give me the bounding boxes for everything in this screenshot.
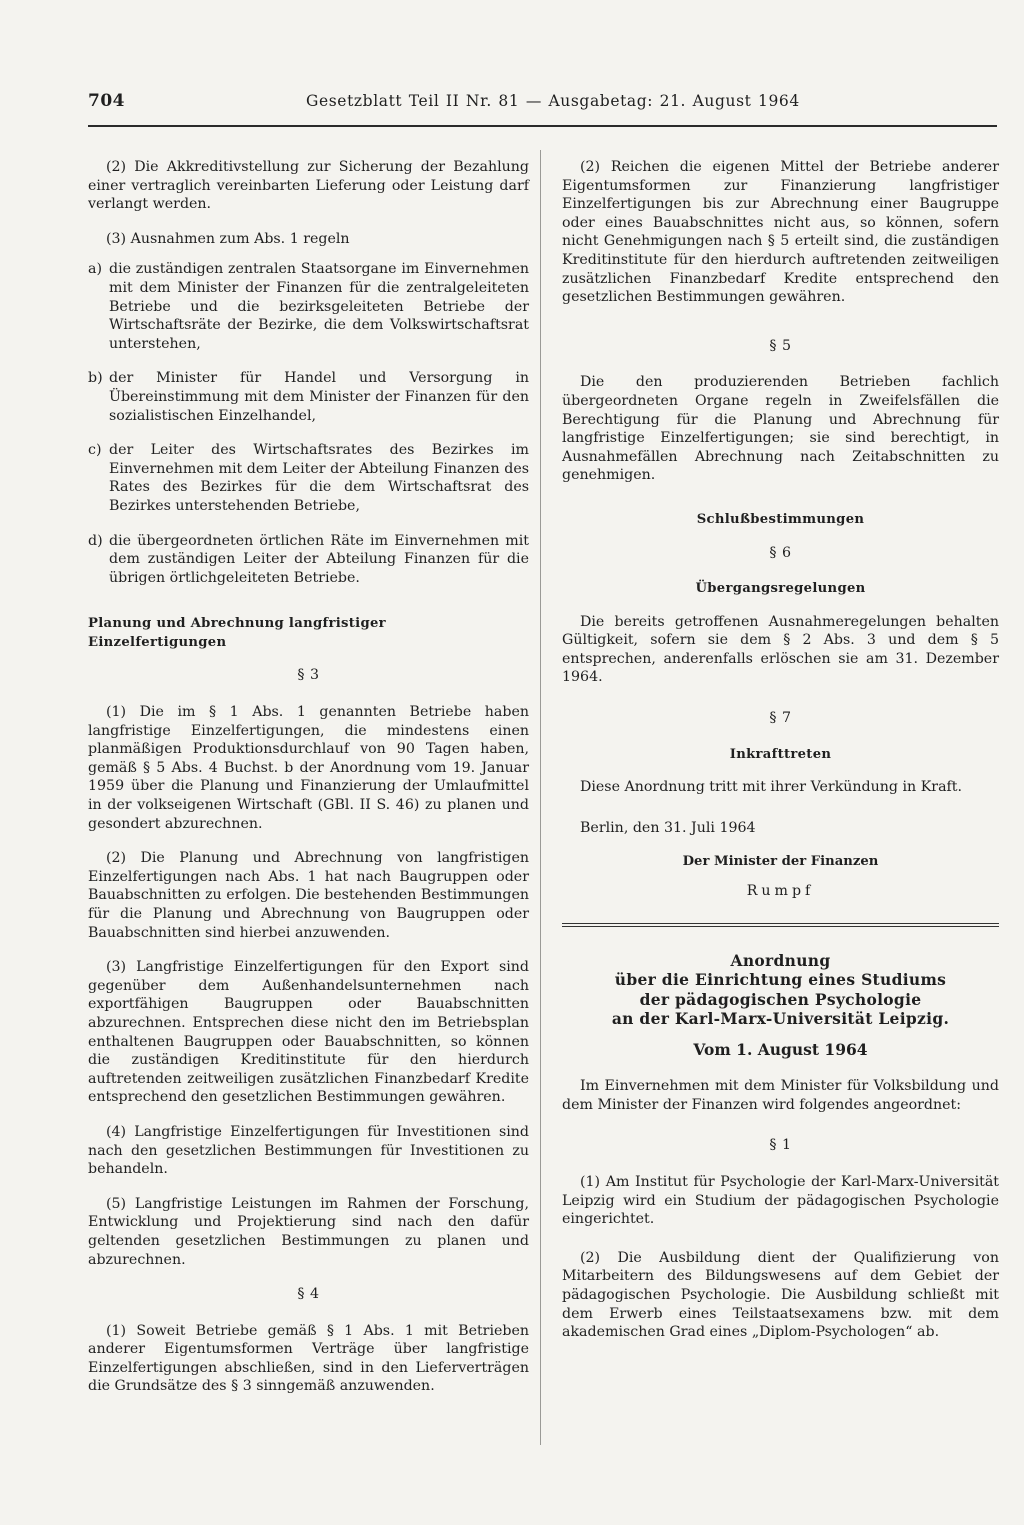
list-item-text: der Leiter des Wirtschaftsrates des Bezirkes im Einvernehmen mit dem Leiter der Abteilung Finanzen des Rates des Bezirkes für die dem Wirtschaftsrat des Bezirkes unterstehenden Betriebe, [109, 442, 529, 514]
decree-title-line: Anordnung [730, 950, 831, 970]
section-number: § 4 [297, 1286, 320, 1303]
minister-name: Rumpf [746, 883, 815, 900]
running-title: Gesetzblatt Teil II Nr. 81 — Ausgabetag: 21. August 1964 [306, 92, 800, 110]
section-number: § 3 [297, 667, 320, 684]
separator-rule [562, 923, 999, 927]
paragraph: (5) Langfristige Leistungen im Rahmen der Forschung, Entwicklung und Projektierung sind nach den dafür geltenden gesetzlichen Bestimmungen zu planen und abzurechnen. [88, 1195, 529, 1268]
list-item [88, 441, 529, 515]
list-item [88, 260, 529, 353]
paragraph: (3) Langfristige Einzelfertigungen für den Export sind gegenüber dem Außenhandelsunternehmen nach exportfähigen Baugruppen oder Bauabschnitten abzurechnen. Entsprechen diese nicht den im Betriebsplan enthaltenen Baugruppen oder Bauabschnitten, so können die zuständigen Kreditinstitute für den hierdurch auftretenden zeitweiligen zusätzlichen Finanzbedarf Kredite entsprechend den gesetzlichen Bestimmungen gewähren. [88, 959, 529, 1106]
paragraph: (2) Die Ausbildung dient der Qualifizierung von Mitarbeitern des Bildungswesens auf dem Gebiet der pädagogischen Psychologie. Die Ausbildung schließt mit dem Erwerb eines Teilstaatsexamens bzw. mit dem akademischen Grad eines „Diplom-Psychologen“ ab. [562, 1249, 999, 1341]
paragraph: (1) Die im § 1 Abs. 1 genannten Betriebe haben langfristige Einzelfertigungen, die mindestens einen planmäßigen Produktionsdurchlauf von 90 Tagen haben, gemäß § 5 Abs. 4 Buchst. b der Anordnung vom 19. Januar 1959 über die Planung und Finanzierung der Umlaufmittel in der volkseigenen Wirtschaft (GBl. II S. 46) zu planen und gesondert abzurechnen. [88, 704, 529, 832]
decree-title [562, 951, 999, 1029]
paragraph: (1) Soweit Betriebe gemäß § 1 Abs. 1 mit Betrieben anderer Eigentumsformen Verträge über langfristige Einzelfertigungen abschließen, sind in den Lieferverträgen die Grundsätze des § 3 sinngemäß anzuwenden. [88, 1322, 529, 1395]
right-column [562, 158, 999, 1358]
paragraph: (4) Langfristige Einzelfertigungen für Investitionen sind nach den gesetzlichen Bestimmungen für Investitionen zu behandeln. [88, 1123, 529, 1178]
paragraph: Im Einvernehmen mit dem Minister für Volksbildung und dem Minister der Finanzen wird folgendes angeordnet: [562, 1078, 999, 1113]
paragraph: (2) Reichen die eigenen Mittel der Betriebe anderer Eigentumsformen zur Finanzierung langfristiger Einzelfertigungen bis zur Abrechnung einer Baugruppe oder eines Bauabschnittes nicht aus, so können, sofern nicht Genehmigungen nach § 5 erteilt sind, die zuständigen Kreditinstitute für den hierdurch auftretenden zeitweiligen zusätzlichen Finanzbedarf Kredite entsprechend den gesetzlichen Bestimmungen gewähren. [562, 159, 999, 306]
paragraph: (2) Die Planung und Abrechnung von langfristigen Einzelfertigungen nach Abs. 1 hat nach Baugruppen oder Bauabschnitten zu erfolgen. Die bestehenden Bestimmungen für die Planung und Abrechnung von Baugruppen oder Bauabschnitten sind hierbei anzuwenden. [88, 850, 529, 941]
decree-date: Vom 1. August 1964 [693, 1039, 868, 1059]
decree-title-line: der pädagogischen Psychologie [639, 989, 922, 1009]
minister-title: Der Minister der Finanzen [682, 854, 879, 870]
section-number: § 5 [769, 337, 792, 354]
page-number: 704 [88, 91, 125, 111]
list-item-label: a) [88, 261, 102, 278]
left-column [88, 158, 529, 1412]
column-divider [540, 150, 541, 1445]
paragraph: Die bereits getroffenen Ausnahmeregelungen behalten Gültigkeit, sofern sie dem § 2 Abs. 3 und dem § 5 entsprechen, anderenfalls erlöschen sie am 31. Dezember 1964. [562, 613, 999, 686]
list-item [88, 532, 529, 588]
decree-title-line: an der Karl-Marx-Universität Leipzig. [611, 1009, 950, 1029]
list-item-text: die übergeordneten örtlichen Räte im Einvernehmen mit dem zuständigen Leiter der Abteilung Finanzen für die übrigen örtlichgeleiteten Betriebe. [109, 532, 529, 586]
list-item-text: der Minister für Handel und Versorgung in Übereinstimmung mit dem Minister der Finanzen für den sozialistischen Einzelhandel, [109, 370, 529, 424]
section-heading: Übergangsregelungen [695, 581, 866, 597]
paragraph: (3) Ausnahmen zum Abs. 1 regeln [106, 230, 350, 247]
section-number: § 1 [769, 1137, 792, 1154]
section-heading: Planung und Abrechnung langfristiger Einzelfertigungen [88, 616, 386, 650]
list-item [88, 369, 529, 425]
section-heading: Schlußbestimmungen [696, 511, 865, 527]
paragraph: (2) Die Akkreditivstellung zur Sicherung der Bezahlung einer vertraglich vereinbarten Lieferung oder Leistung darf verlangt werden. [88, 159, 529, 213]
section-number: § 7 [769, 710, 792, 727]
list-item-label: d) [88, 532, 103, 549]
paragraph: (1) Am Institut für Psychologie der Karl-Marx-Universität Leipzig wird ein Studium der pädagogischen Psychologie eingerichtet. [562, 1174, 999, 1228]
list-item-label: c) [88, 442, 102, 459]
list-item-label: b) [88, 370, 103, 387]
section-heading: Inkrafttreten [729, 746, 832, 762]
section-number: § 6 [769, 544, 792, 561]
decree-title-line: über die Einrichtung eines Studiums [614, 970, 947, 990]
place-date: Berlin, den 31. Juli 1964 [580, 819, 756, 836]
paragraph: Die den produzierenden Betrieben fachlich übergeordneten Organe regeln in Zweifelsfällen die Berechtigung für die Planung und Abrechnung für langfristige Einzelfertigungen; sie sind berechtigt, in Ausnahmefällen Abrechnung nach Zeitabschnitten zu genehmigen. [562, 374, 999, 484]
paragraph: Diese Anordnung tritt mit ihrer Verkündung in Kraft. [580, 779, 962, 796]
header-rule [88, 125, 997, 127]
list-item-text: die zuständigen zentralen Staatsorgane im Einvernehmen mit dem Minister der Finanzen für die zentralgeleiteten Betriebe und die bezirksgeleiteten Betriebe der Wirtschaftsräte der Bezirke, die dem Volkswirtschaftsrat unterstehen, [109, 261, 529, 352]
